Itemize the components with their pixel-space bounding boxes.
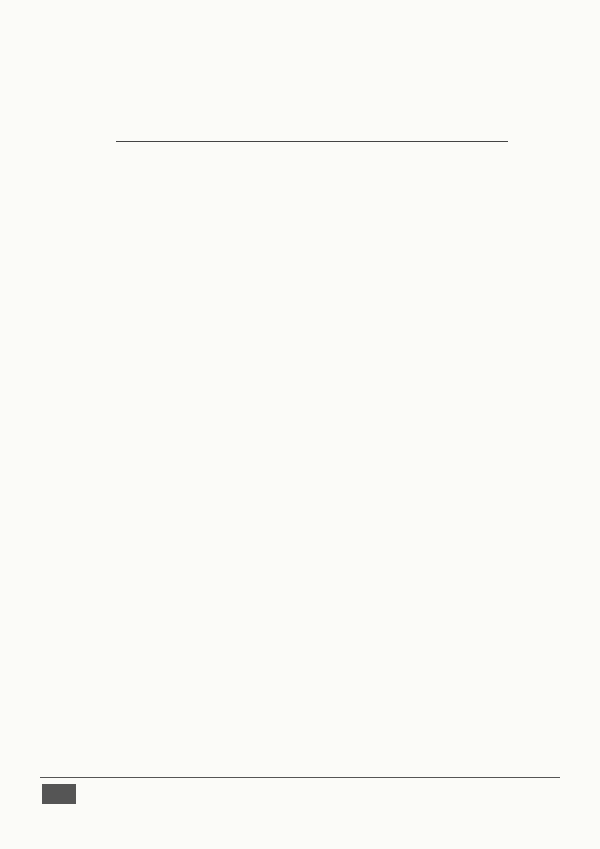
- title-underline: [116, 141, 508, 142]
- footer-rule: [40, 777, 560, 778]
- page-number: [42, 784, 76, 804]
